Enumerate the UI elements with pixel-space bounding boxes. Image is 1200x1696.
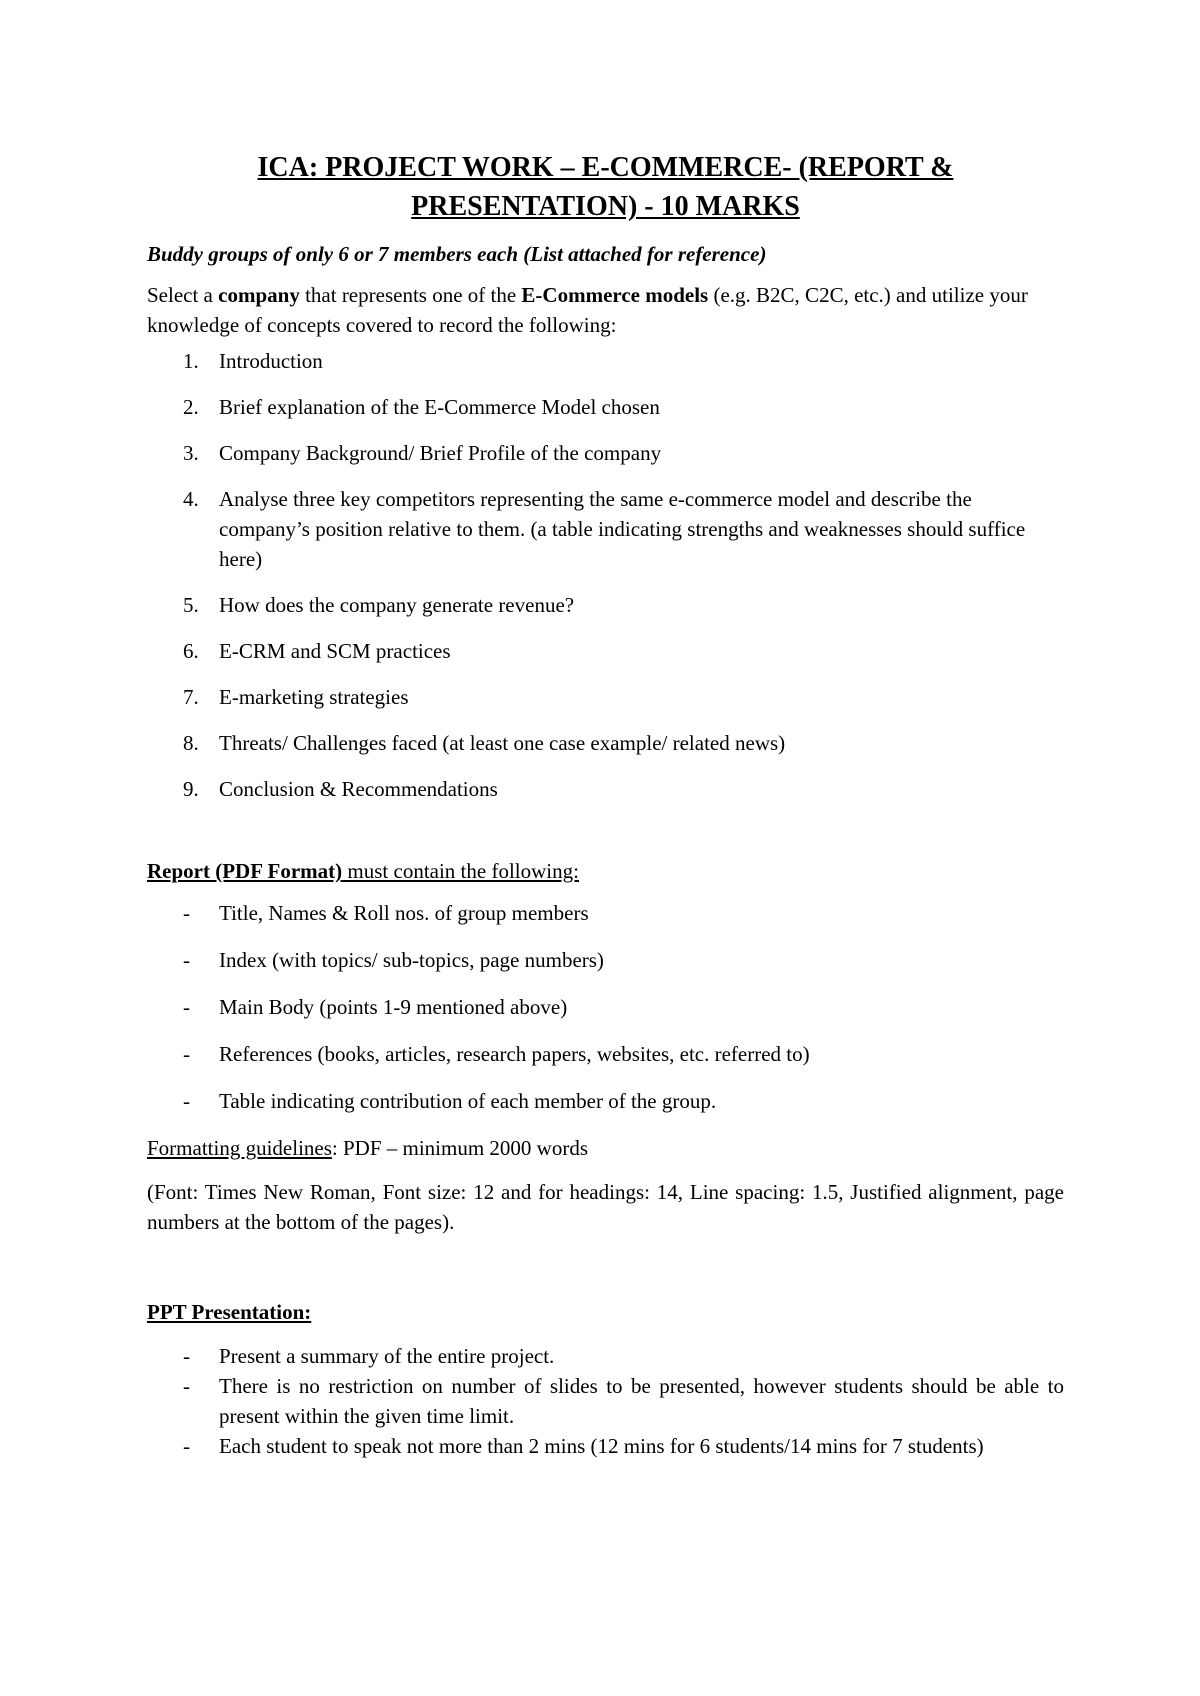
list-item (147, 774, 1064, 804)
dash-bullet: - (183, 995, 190, 1019)
list-item (147, 1371, 1064, 1431)
intro-text-1: Select a (147, 283, 219, 307)
list-number: 6. (183, 639, 199, 663)
list-item (147, 1039, 1064, 1069)
formatting-label: Formatting guidelines (147, 1136, 332, 1160)
page-title: ICA: PROJECT WORK – E-COMMERCE- (REPORT & PRESENTATION) - 10 MARKS (257, 152, 954, 222)
list-text: Index (with topics/ sub-topics, page numbers) (219, 948, 604, 972)
intro-text-3: (e.g. B2C, C2C, etc.) and utilize your knowledge of concepts covered to record the following: (147, 283, 1028, 337)
list-item (147, 438, 1064, 468)
list-text: E-CRM and SCM practices (219, 639, 451, 663)
list-text: References (books, articles, research papers, websites, etc. referred to) (219, 1042, 810, 1066)
list-item (147, 590, 1064, 620)
list-text: How does the company generate revenue? (219, 593, 575, 617)
list-item (147, 1086, 1064, 1116)
list-text: Introduction (219, 349, 323, 373)
list-number: 7. (183, 685, 199, 709)
intro-text-2: that represents one of the (299, 283, 522, 307)
topic-list (147, 346, 1064, 804)
subtitle: Buddy groups of only 6 or 7 members each (List attached for reference) (147, 242, 767, 266)
list-number: 4. (183, 487, 199, 511)
formatting-guidelines (147, 1133, 1064, 1163)
intro-paragraph (147, 280, 1064, 340)
list-item (147, 1341, 1064, 1371)
list-number: 3. (183, 441, 199, 465)
list-text: Each student to speak not more than 2 mins (12 mins for 6 students/14 mins for 7 students) (219, 1434, 984, 1458)
list-text: Table indicating contribution of each member of the group. (219, 1089, 717, 1113)
list-text: Brief explanation of the E-Commerce Model chosen (219, 395, 660, 419)
list-item (147, 1431, 1064, 1461)
list-number: 1. (183, 349, 199, 373)
list-number: 8. (183, 731, 199, 755)
dash-bullet: - (183, 901, 190, 925)
list-text: Main Body (points 1-9 mentioned above) (219, 995, 568, 1019)
list-item (147, 346, 1064, 376)
list-number: 2. (183, 395, 199, 419)
list-item (147, 728, 1064, 758)
report-heading-bold: Report (PDF Format) (147, 859, 343, 883)
list-text: Company Background/ Brief Profile of the company (219, 441, 662, 465)
report-heading (147, 856, 1064, 886)
dash-bullet: - (183, 1344, 190, 1368)
list-text: Title, Names & Roll nos. of group members (219, 901, 589, 925)
list-item (147, 636, 1064, 666)
ppt-heading: PPT Presentation: (147, 1300, 312, 1324)
intro-bold-company: company (218, 283, 300, 307)
list-text: Conclusion & Recommendations (219, 777, 498, 801)
list-item (147, 392, 1064, 422)
list-text: Threats/ Challenges faced (at least one case example/ related news) (219, 731, 786, 755)
dash-bullet: - (183, 1434, 190, 1458)
list-number: 9. (183, 777, 199, 801)
report-heading-rest: must contain the following: (342, 859, 579, 883)
list-item (147, 484, 1064, 574)
dash-bullet: - (183, 948, 190, 972)
document-body (147, 148, 1064, 1461)
report-list (147, 898, 1064, 1116)
dash-bullet: - (183, 1042, 190, 1066)
list-item (147, 682, 1064, 712)
formatting-value: : PDF – minimum 2000 words (331, 1136, 589, 1160)
intro-bold-models: E-Commerce models (521, 283, 709, 307)
list-number: 5. (183, 593, 199, 617)
ppt-list (147, 1341, 1064, 1461)
list-text: Analyse three key competitors representing the same e-commerce model and describe the company’s position relative to them. (a table indicating strengths and weaknesses should suffice here) (219, 487, 1026, 571)
list-text: Present a summary of the entire project. (219, 1344, 555, 1368)
formatting-details: (Font: Times New Roman, Font size: 12 and for headings: 14, Line spacing: 1.5, Justified alignment, page numbers at the bottom of the pages). (147, 1180, 1064, 1234)
dash-bullet: - (183, 1374, 190, 1398)
list-item (147, 945, 1064, 975)
list-text: E-marketing strategies (219, 685, 409, 709)
list-item (147, 992, 1064, 1022)
list-text: There is no restriction on number of slides to be presented, however students should be able to present within the given time limit. (219, 1374, 1064, 1428)
list-item (147, 898, 1064, 928)
dash-bullet: - (183, 1089, 190, 1113)
